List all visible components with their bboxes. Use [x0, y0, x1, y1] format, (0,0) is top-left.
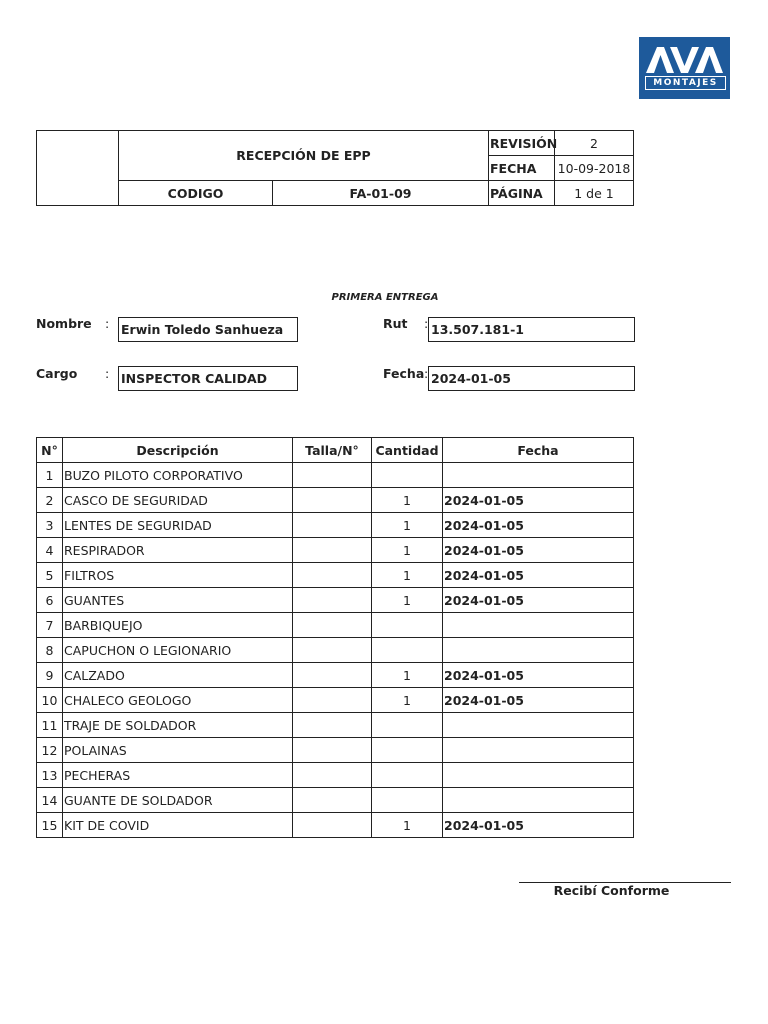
- row-fecha: [443, 738, 634, 763]
- row-description: BARBIQUEJO: [63, 613, 293, 638]
- table-row: [37, 788, 634, 813]
- row-talla: [293, 638, 372, 663]
- row-fecha: 2024-01-05: [443, 663, 634, 688]
- row-number: 11: [37, 713, 63, 738]
- row-talla: [293, 488, 372, 513]
- logo-subtitle: MONTAJES: [645, 76, 726, 90]
- row-talla: [293, 813, 372, 838]
- row-fecha: 2024-01-05: [443, 588, 634, 613]
- row-fecha: [443, 713, 634, 738]
- table-row: [37, 763, 634, 788]
- rut-label: Rut: [383, 316, 408, 331]
- fecha-value: 10-09-2018: [554, 155, 634, 181]
- row-cantidad: 1: [372, 588, 443, 613]
- row-number: 7: [37, 613, 63, 638]
- cargo-label: Cargo: [36, 366, 78, 381]
- codigo-label: CODIGO: [118, 180, 273, 206]
- row-description: FILTROS: [63, 563, 293, 588]
- row-fecha: 2024-01-05: [443, 813, 634, 838]
- table-row: [37, 713, 634, 738]
- row-description: RESPIRADOR: [63, 538, 293, 563]
- nombre-label: Nombre: [36, 316, 92, 331]
- revision-label: REVISIÓN: [488, 130, 555, 156]
- row-number: 15: [37, 813, 63, 838]
- row-description: PECHERAS: [63, 763, 293, 788]
- table-row: [37, 688, 634, 713]
- section-title: PRIMERA ENTREGA: [331, 292, 439, 303]
- row-talla: [293, 763, 372, 788]
- ava-logo-mark: [646, 45, 723, 75]
- row-fecha: 2024-01-05: [443, 488, 634, 513]
- row-cantidad: [372, 713, 443, 738]
- row-number: 10: [37, 688, 63, 713]
- header-numero: N°: [37, 438, 63, 463]
- rut-field: 13.507.181-1: [428, 317, 635, 342]
- row-fecha: 2024-01-05: [443, 538, 634, 563]
- table-row: [37, 638, 634, 663]
- row-number: 6: [37, 588, 63, 613]
- row-cantidad: 1: [372, 688, 443, 713]
- row-description: CALZADO: [63, 663, 293, 688]
- row-fecha: 2024-01-05: [443, 563, 634, 588]
- row-number: 12: [37, 738, 63, 763]
- row-number: 2: [37, 488, 63, 513]
- row-description: LENTES DE SEGURIDAD: [63, 513, 293, 538]
- table-row: [37, 563, 634, 588]
- header-logo-cell: [36, 130, 119, 206]
- signature-label: Recibí Conforme: [553, 883, 670, 898]
- row-cantidad: [372, 738, 443, 763]
- row-cantidad: [372, 463, 443, 488]
- row-description: GUANTES: [63, 588, 293, 613]
- row-fecha: [443, 763, 634, 788]
- table-row: [37, 813, 634, 838]
- table-row: [37, 513, 634, 538]
- fecha-entrega-label: Fecha: [383, 366, 425, 381]
- row-fecha: 2024-01-05: [443, 688, 634, 713]
- fecha-entrega-field: 2024-01-05: [428, 366, 635, 391]
- pagina-label: PÁGINA: [488, 180, 555, 206]
- row-cantidad: 1: [372, 563, 443, 588]
- table-row: [37, 538, 634, 563]
- row-talla: [293, 613, 372, 638]
- row-number: 4: [37, 538, 63, 563]
- row-talla: [293, 513, 372, 538]
- row-number: 9: [37, 663, 63, 688]
- table-row: [37, 613, 634, 638]
- table-row: [37, 488, 634, 513]
- row-talla: [293, 788, 372, 813]
- row-number: 14: [37, 788, 63, 813]
- row-description: GUANTE DE SOLDADOR: [63, 788, 293, 813]
- epp-items-table: [36, 437, 634, 838]
- row-number: 1: [37, 463, 63, 488]
- row-talla: [293, 713, 372, 738]
- table-row: [37, 463, 634, 488]
- row-number: 8: [37, 638, 63, 663]
- row-talla: [293, 688, 372, 713]
- cargo-field: INSPECTOR CALIDAD: [118, 366, 298, 391]
- header-fecha: Fecha: [443, 438, 634, 463]
- table-body: [37, 463, 634, 838]
- row-description: TRAJE DE SOLDADOR: [63, 713, 293, 738]
- row-cantidad: 1: [372, 538, 443, 563]
- row-cantidad: [372, 763, 443, 788]
- row-cantidad: 1: [372, 513, 443, 538]
- rut-colon: :: [424, 316, 429, 331]
- row-cantidad: [372, 638, 443, 663]
- revision-value: 2: [554, 130, 634, 156]
- row-number: 3: [37, 513, 63, 538]
- row-description: KIT DE COVID: [63, 813, 293, 838]
- table-row: [37, 663, 634, 688]
- row-fecha: 2024-01-05: [443, 513, 634, 538]
- row-cantidad: 1: [372, 813, 443, 838]
- fecha-label: FECHA: [488, 155, 555, 181]
- row-cantidad: [372, 613, 443, 638]
- row-cantidad: 1: [372, 663, 443, 688]
- codigo-value: FA-01-09: [272, 180, 489, 206]
- row-talla: [293, 738, 372, 763]
- row-number: 13: [37, 763, 63, 788]
- row-fecha: [443, 638, 634, 663]
- table-row: [37, 588, 634, 613]
- table-row: [37, 738, 634, 763]
- row-talla: [293, 463, 372, 488]
- row-talla: [293, 538, 372, 563]
- nombre-colon: :: [105, 316, 110, 331]
- row-description: CASCO DE SEGURIDAD: [63, 488, 293, 513]
- row-description: CHALECO GEOLOGO: [63, 688, 293, 713]
- table-header-row: [37, 438, 634, 463]
- header-talla: Talla/N°: [293, 438, 372, 463]
- row-cantidad: 1: [372, 488, 443, 513]
- row-cantidad: [372, 788, 443, 813]
- document-title: RECEPCIÓN DE EPP: [118, 130, 489, 181]
- row-talla: [293, 563, 372, 588]
- row-fecha: [443, 788, 634, 813]
- row-talla: [293, 663, 372, 688]
- company-logo: [639, 37, 730, 99]
- pagina-value: 1 de 1: [554, 180, 634, 206]
- row-description: CAPUCHON O LEGIONARIO: [63, 638, 293, 663]
- header-cantidad: Cantidad: [372, 438, 443, 463]
- row-talla: [293, 588, 372, 613]
- row-fecha: [443, 463, 634, 488]
- row-number: 5: [37, 563, 63, 588]
- row-fecha: [443, 613, 634, 638]
- row-description: BUZO PILOTO CORPORATIVO: [63, 463, 293, 488]
- cargo-colon: :: [105, 366, 110, 381]
- header-descripcion: Descripción: [63, 438, 293, 463]
- nombre-field: Erwin Toledo Sanhueza: [118, 317, 298, 342]
- fecha-entrega-colon: :: [424, 366, 429, 381]
- row-description: POLAINAS: [63, 738, 293, 763]
